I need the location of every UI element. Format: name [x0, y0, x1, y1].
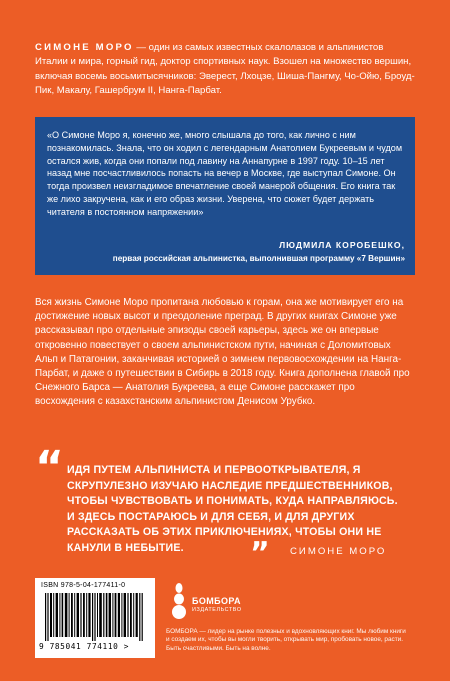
- review-quote-author-role: первая российская альпинистка, выполнившая программу «7 Вершин»: [112, 254, 405, 263]
- open-quote-mark: “: [35, 442, 64, 493]
- review-quote-author: ЛЮДМИЛА КОРОБЕШКО,: [279, 240, 405, 250]
- author-bio: [35, 41, 415, 99]
- review-quote-box: [35, 117, 415, 275]
- publisher-imprint: ИЗДАТЕЛЬСТВО: [192, 607, 242, 613]
- author-name: СИМОНЕ МОРО: [35, 42, 134, 53]
- author-pull-quote: [35, 442, 415, 571]
- pull-quote-author: СИМОНЕ МОРО: [290, 546, 387, 557]
- close-quote-mark: ”: [250, 536, 270, 571]
- bombora-logo-icon: [170, 582, 190, 622]
- author-bio-text: — один из самых известных скалолазов и альпинистов Италии и мира, горный гид, доктор спортивных наук. Взошел на множество вершин, включая восемь восьмитысячников: Эверест, Лхоцзе, Шиша-Пангму, Чо-Ойю, Броуд-Пик, Макалу, Гашербрум II, Нанга-Парбат.: [35, 42, 415, 97]
- barcode-icon: [45, 593, 145, 641]
- barcode-number: 9 785041 774110 >: [39, 642, 129, 651]
- book-description: Вся жизнь Симоне Моро пропитана любовью к горам, она же мотивирует его на достижение новых высот и преодоление преград. В других книгах Симоне уже рассказывал про отдельные эпизоды своей карьеры, здесь же он впервые откровенно повествует о своем альпинистском пути, начиная с Доломитовых Альп и Патагонии, заканчивая историей о зимнем первовосхождении на Нанга-Парбат, и даже о путешествии в Сибирь в 2018 году. Книга дополнена главой про Снежного Барса — Анатолия Букреева, а еще Симоне расскажет про восхождения с казахстанским альпинистом Денисом Урубко.: [35, 297, 410, 408]
- publisher-note: БОМБОРА — лидер на рынке полезных и вдохновляющих книг. Мы любим книги и создаем их, чтобы вы могли творить, открывать мир, пробовать новое, расти. Быть счастливыми. Быть на волне.: [166, 628, 406, 652]
- barcode-panel: [35, 578, 155, 658]
- publisher-brand: БОМБОРА: [192, 596, 241, 606]
- publisher-logo: [170, 580, 242, 624]
- pull-quote-text: ИДЯ ПУТЕМ АЛЬПИНИСТА И ПЕРВООТКРЫВАТЕЛЯ, Я СКРУПУЛЕЗНО ИЗУЧАЮ НАСЛЕДИЕ ПРЕДШЕСТВЕННИКОВ, ЧТОБЫ ЧУВСТВОВАТЬ И ПОНИМАТЬ, КУДА НАПРАВЛЯЮСЬ. И ЗДЕСЬ ПОСТАРАЮСЬ И ДЛЯ СЕБЯ, И ДЛЯ ДРУГИХ РАССКАЗАТЬ ОБ ЭТИХ ПРИКЛЮЧЕНИЯХ, ЧТОБЫ ОНИ НЕ КАНУЛИ В НЕБЫТИЕ.: [67, 464, 398, 554]
- isbn-text: ISBN 978-5-04-177411-0: [41, 582, 126, 589]
- review-quote-text: «О Симоне Моро я, конечно же, много слышала до того, как лично с ним познакомилась. Знала, что он ходил с легендарным Анатолием Букреевым и чудом остался жив, когда они попали под лавину на Аннапурне в 1997 году. 10–15 лет назад мне посчастливилось попасть на вечер в Москве, где выступал Симоне. Он тогда произвел неизгладимое впечатление своей манерой общения. Его книга так же лихо закручена, как и его образ жизни. Уверена, что сюжет будет держать читателя в постоянном напряжении»: [47, 130, 403, 217]
